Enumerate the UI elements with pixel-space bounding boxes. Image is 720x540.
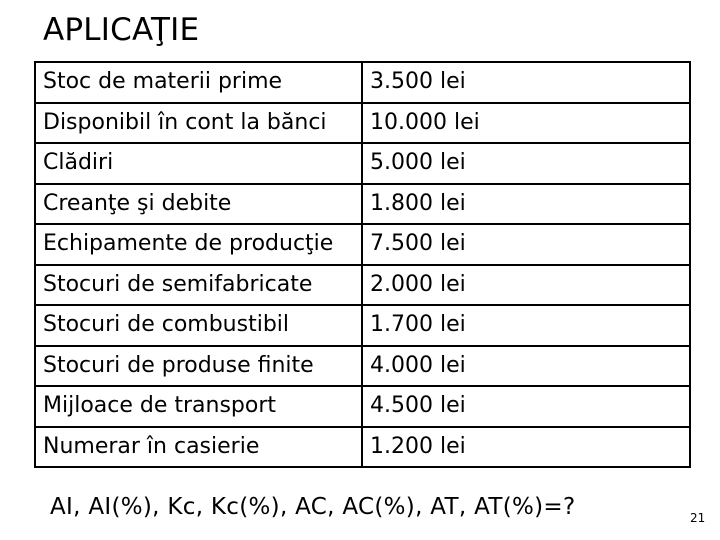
row-item-label: Stocuri de produse finite — [35, 346, 362, 387]
row-item-value: 1.200 lei — [362, 427, 690, 468]
row-item-value: 4.000 lei — [362, 346, 690, 387]
row-item-label: Stoc de materii prime — [35, 62, 362, 103]
assets-table — [34, 61, 691, 468]
row-item-value: 4.500 lei — [362, 386, 690, 427]
table-row — [35, 427, 690, 468]
table-row — [35, 346, 690, 387]
row-item-label: Echipamente de producţie — [35, 224, 362, 265]
row-item-value: 5.000 lei — [362, 143, 690, 184]
row-item-value: 2.000 lei — [362, 265, 690, 306]
row-item-label: Disponibil în cont la bănci — [35, 103, 362, 144]
table-row — [35, 224, 690, 265]
row-item-label: Creanţe şi debite — [35, 184, 362, 225]
table-row — [35, 265, 690, 306]
table-row — [35, 386, 690, 427]
row-item-label: Mijloace de transport — [35, 386, 362, 427]
page-number: 21 — [690, 511, 706, 525]
row-item-label: Numerar în casierie — [35, 427, 362, 468]
row-item-label: Clădiri — [35, 143, 362, 184]
row-item-label: Stocuri de semifabricate — [35, 265, 362, 306]
table-row — [35, 103, 690, 144]
table-row — [35, 62, 690, 103]
table-row — [35, 143, 690, 184]
table-row — [35, 184, 690, 225]
row-item-value: 10.000 lei — [362, 103, 690, 144]
slide-title: APLICAŢIE — [43, 12, 200, 48]
row-item-label: Stocuri de combustibil — [35, 305, 362, 346]
question-text: AI, AI(%), Kc, Kc(%), AC, AC(%), AT, AT(%)=? — [50, 494, 576, 520]
row-item-value: 7.500 lei — [362, 224, 690, 265]
table-row — [35, 305, 690, 346]
row-item-value: 1.800 lei — [362, 184, 690, 225]
row-item-value: 3.500 lei — [362, 62, 690, 103]
row-item-value: 1.700 lei — [362, 305, 690, 346]
